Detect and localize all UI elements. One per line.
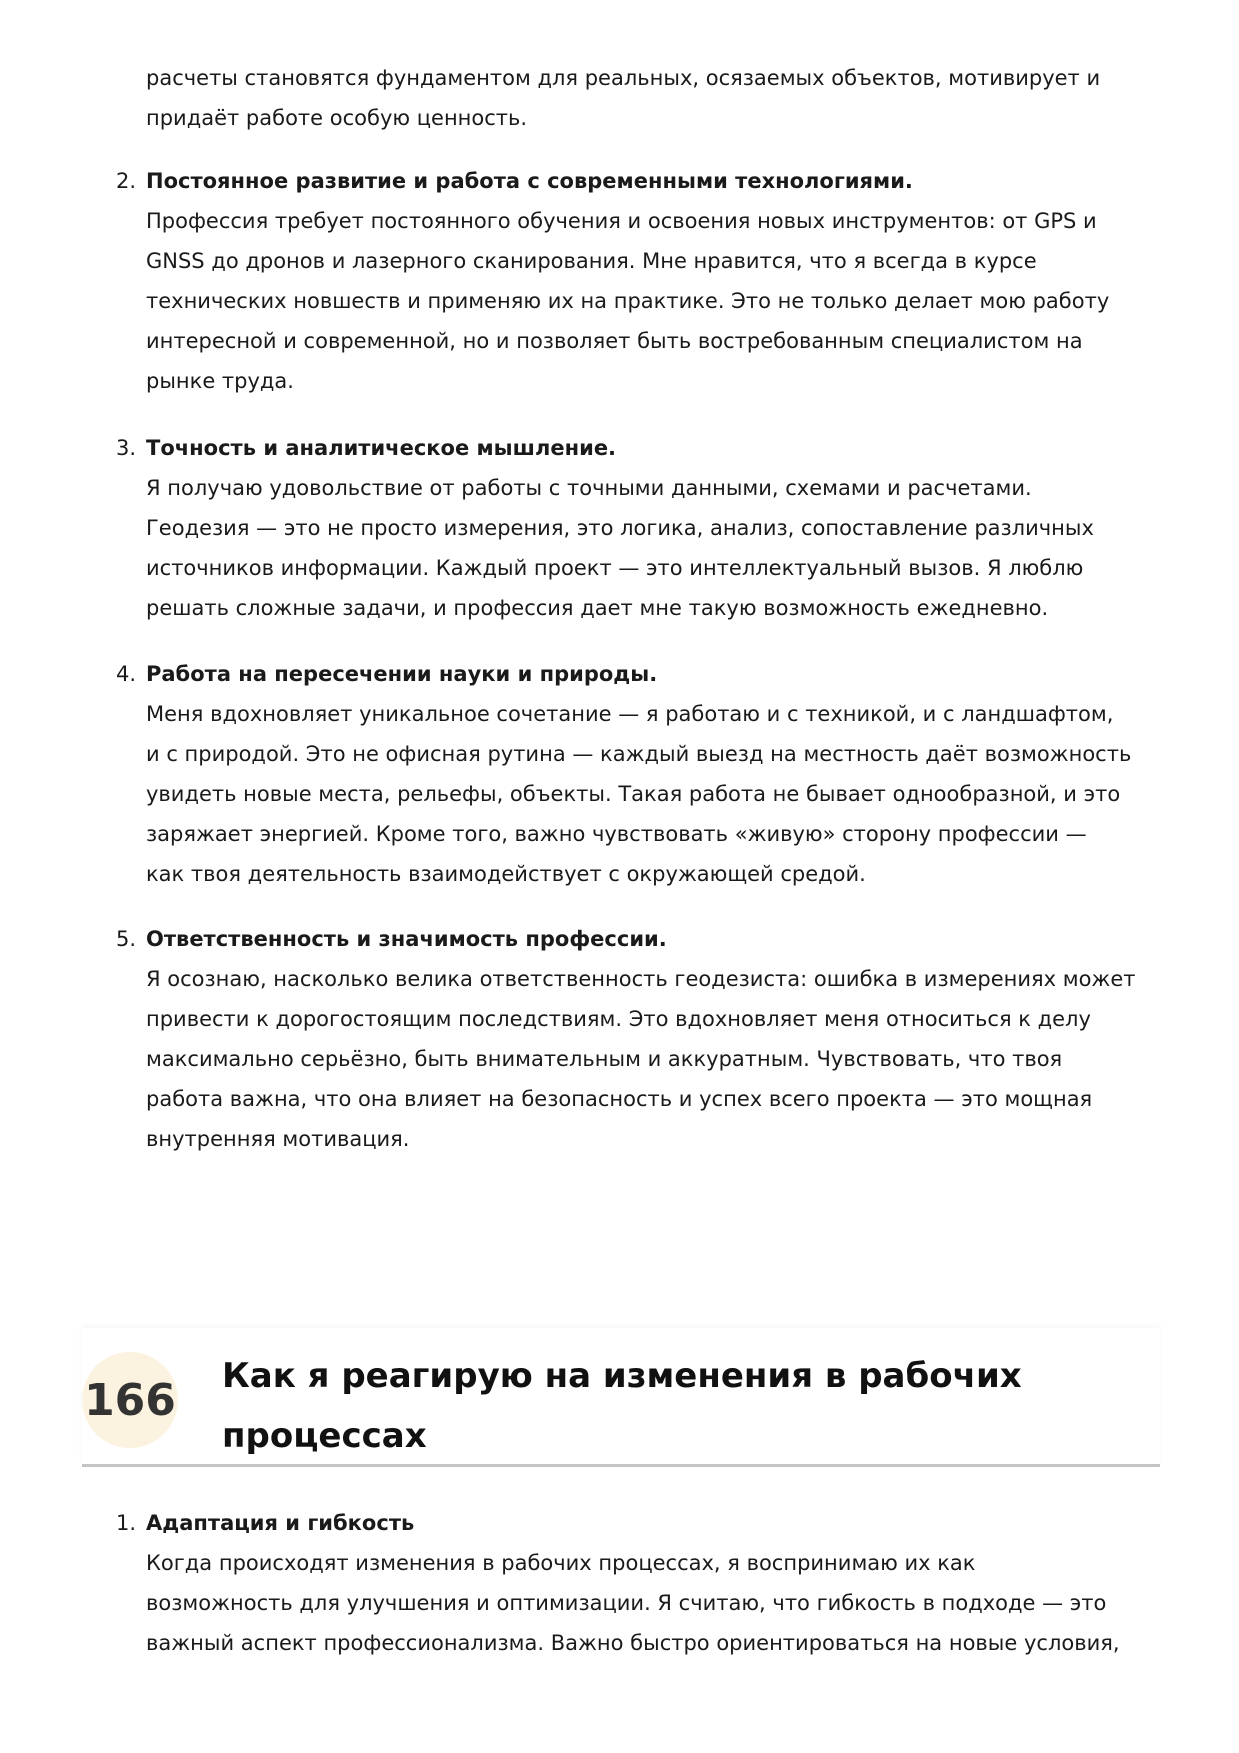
text-line: увидеть новые места, рельефы, объекты. Такая работа не бывает однообразной, и это — [146, 782, 1121, 806]
list-item-title: Адаптация и гибкость — [146, 1511, 415, 1535]
list-item-title: Точность и аналитическое мышление. — [146, 436, 617, 460]
text-line: максимально серьёзно, быть внимательным и аккуратным. Чувствовать, что твоя — [146, 1047, 1063, 1071]
list-number: 5. — [116, 927, 137, 951]
list-item-body — [146, 1503, 1176, 1663]
text-line: GNSS до дронов и лазерного сканирования. Мне нравится, что я всегда в курсе — [146, 249, 1037, 273]
text-line: внутренняя мотивация. — [146, 1127, 410, 1151]
section-header — [82, 1328, 1160, 1468]
intro-paragraph — [146, 58, 1176, 138]
list-item-body — [146, 919, 1176, 1159]
section-title-line: процессах — [222, 1416, 427, 1456]
text-line: расчеты становятся фундаментом для реальных, осязаемых объектов, мотивирует и — [146, 66, 1101, 90]
section-title — [222, 1346, 1122, 1466]
text-line: Я получаю удовольствие от работы с точными данными, схемами и расчетами. — [146, 476, 1032, 500]
text-line: Профессия требует постоянного обучения и освоения новых инструментов: от GPS и — [146, 209, 1097, 233]
text-line: рынке труда. — [146, 369, 294, 393]
text-line: придаёт работе особую ценность. — [146, 106, 528, 130]
list-number: 3. — [116, 436, 137, 460]
text-line: и с природой. Это не офисная рутина — каждый выезд на местность даёт возможность — [146, 742, 1132, 766]
text-line: работа важна, что она влияет на безопасность и успех всего проекта — это мощная — [146, 1087, 1093, 1111]
list-number: 4. — [116, 662, 137, 686]
section-title-line: Как я реагирую на изменения в рабочих — [222, 1356, 1022, 1396]
list-number: 2. — [116, 169, 137, 193]
text-line: Когда происходят изменения в рабочих процессах, я воспринимаю их как — [146, 1551, 976, 1575]
section-divider — [82, 1464, 1160, 1467]
text-line: заряжает энергией. Кроме того, важно чувствовать «живую» сторону профессии — — [146, 822, 1087, 846]
text-line: технических новшеств и применяю их на практике. Это не только делает мою работу — [146, 289, 1110, 313]
text-line: источников информации. Каждый проект — это интеллектуальный вызов. Я люблю — [146, 556, 1084, 580]
list-number: 1. — [116, 1511, 137, 1535]
list-item-title: Ответственность и значимость профессии. — [146, 927, 667, 951]
text-line: привести к дорогостоящим последствиям. Это вдохновляет меня относиться к делу — [146, 1007, 1091, 1031]
list-item-title: Работа на пересечении науки и природы. — [146, 662, 658, 686]
text-line: Я осознаю, насколько велика ответственность геодезиста: ошибка в измерениях может — [146, 967, 1136, 991]
list-item-body — [146, 654, 1176, 894]
text-line: Меня вдохновляет уникальное сочетание — я работаю и с техникой, и с ландшафтом, — [146, 702, 1114, 726]
text-line: решать сложные задачи, и профессия дает мне такую возможность ежедневно. — [146, 596, 1049, 620]
text-line: важный аспект профессионализма. Важно быстро ориентироваться на новые условия, — [146, 1631, 1120, 1655]
text-line: как твоя деятельность взаимодействует с окружающей средой. — [146, 862, 866, 886]
list-item-title: Постоянное развитие и работа с современными технологиями. — [146, 169, 913, 193]
list-item-body — [146, 428, 1176, 628]
list-item-body — [146, 161, 1176, 401]
text-line: интересной и современной, но и позволяет быть востребованным специалистом на — [146, 329, 1083, 353]
text-line: возможность для улучшения и оптимизации. Я считаю, что гибкость в подходе — это — [146, 1591, 1107, 1615]
text-line: Геодезия — это не просто измерения, это логика, анализ, сопоставление различных — [146, 516, 1094, 540]
section-number-badge: 166 — [82, 1352, 178, 1448]
